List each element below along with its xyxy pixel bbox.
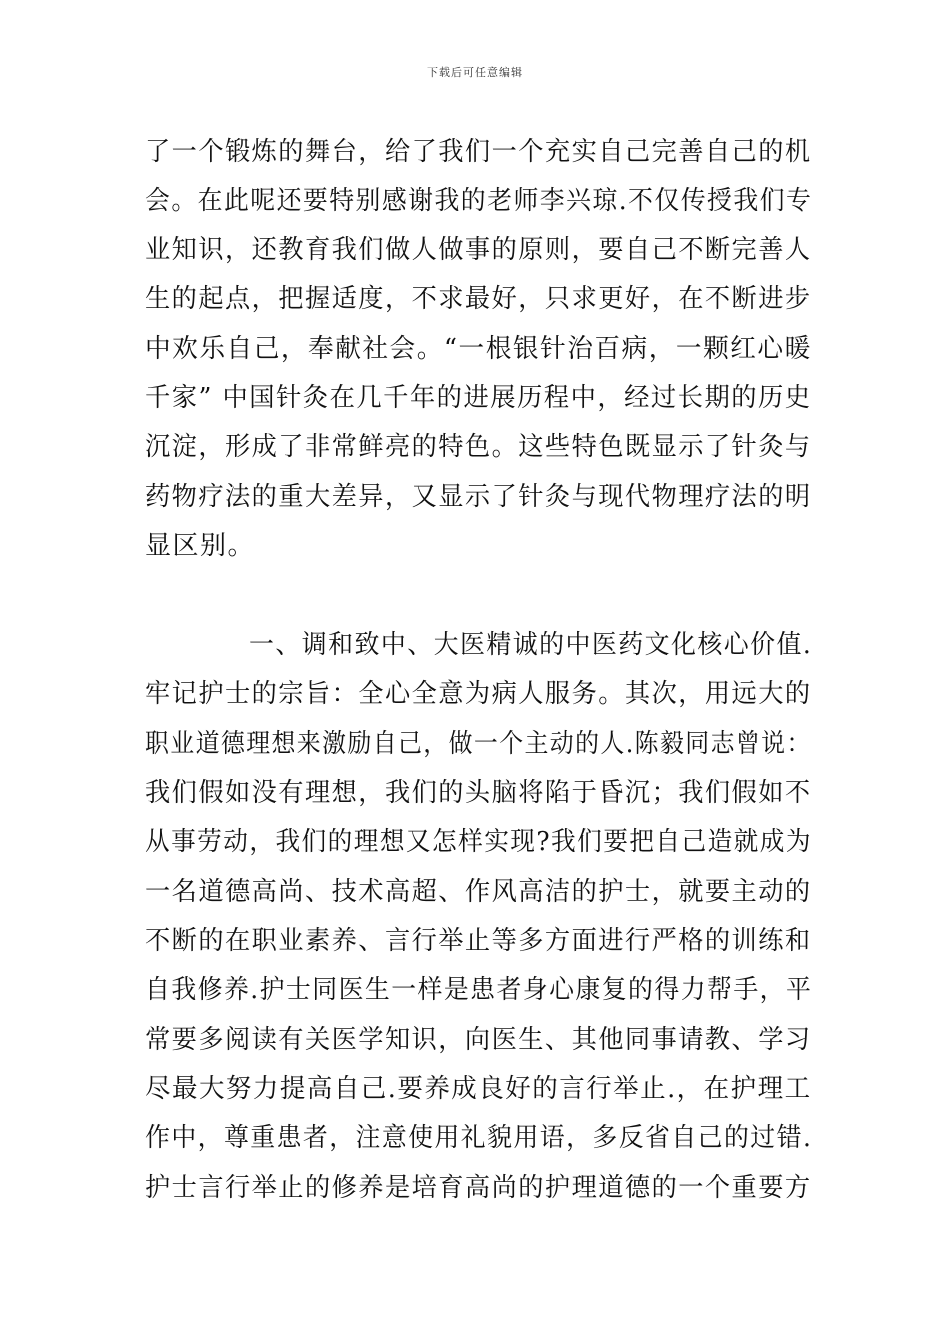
- paragraph-1-line: 显区别。: [145, 531, 256, 561]
- paragraph-2-line: 牢记护士的宗旨：全心全意为病人服务。其次，用远大的: [145, 679, 812, 709]
- paragraph-1-line: 业知识，还教育我们做人做事的原则，要自己不断完善人: [145, 235, 812, 265]
- paragraph-2-line: 自我修养.护士同医生一样是患者身心康复的得力帮手，平: [145, 975, 813, 1005]
- paragraph-2-line: 不断的在职业素养、言行举止等多方面进行严格的训练和: [145, 926, 812, 956]
- paragraph-2-line: 职业道德理想来激励自己，做一个主动的人.陈毅同志曾说：: [145, 729, 812, 759]
- paragraph-2-line: 常要多阅读有关医学知识，向医生、其他同事请教、学习: [145, 1025, 812, 1055]
- paragraph-1-line: 药物疗法的重大差异，又显示了针灸与现代物理疗法的明: [145, 482, 812, 512]
- page-header: 下载后可任意编辑: [427, 66, 523, 79]
- paragraph-2-line: 我们假如没有理想，我们的头脑将陷于昏沉；我们假如不: [145, 778, 812, 808]
- paragraph-1-line: 了一个锻炼的舞台，给了我们一个充实自己完善自己的机: [145, 137, 812, 167]
- paragraph-2-line: 从事劳动，我们的理想又怎样实现?我们要把自己造就成为: [145, 827, 812, 857]
- paragraph-2-line: 护士言行举止的修养是培育高尚的护理道德的一个重要方: [145, 1173, 812, 1203]
- paragraph-1-line: 生的起点，把握适度，不求最好，只求更好，在不断进步: [145, 284, 812, 314]
- paragraph-1-line: 会。在此呢还要特别感谢我的老师李兴琼.不仅传授我们专: [145, 186, 813, 216]
- paragraph-1-line: 千家” 中国针灸在几千年的进展历程中，经过长期的历史: [145, 383, 812, 413]
- paragraph-1-line: 沉淀，形成了非常鲜亮的特色。这些特色既显示了针灸与: [145, 432, 812, 462]
- paragraph-2-line: 一名道德高尚、技术高超、作风高洁的护士，就要主动的: [145, 877, 812, 907]
- paragraph-2-line: 作中，尊重患者，注意使用礼貌用语，多反省自己的过错.: [145, 1123, 813, 1153]
- paragraph-1-line: 中欢乐自己，奉献社会。“一根银针治百病，一颗红心暖: [145, 334, 812, 364]
- section-heading: 一、调和致中、大医精诚的中医药文化核心价值.: [249, 630, 813, 660]
- paragraph-2-line: 尽最大努力提高自己.要养成良好的言行举止.，在护理工: [145, 1074, 812, 1104]
